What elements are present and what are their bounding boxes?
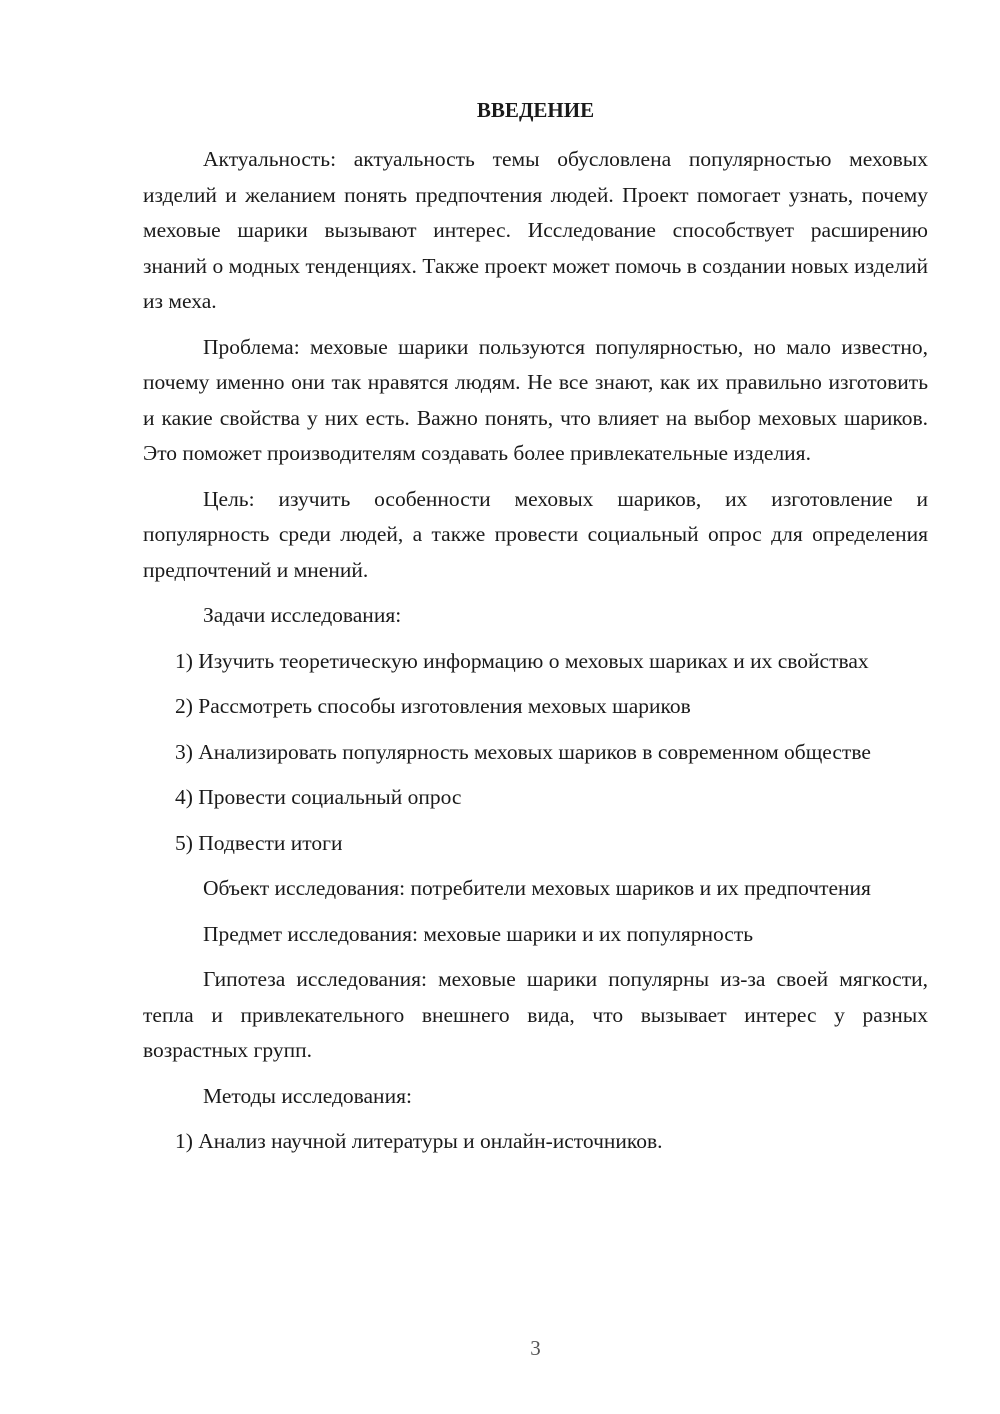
paragraph-subject: Предмет исследования: меховые шарики и их популярность [203, 921, 754, 946]
task-item: 5) Подвести итоги [175, 830, 343, 855]
paragraph-relevance: Актуальность: актуальность темы обусловлена популярностью меховых изделий и желанием понять предпочтения людей. Проект помогает узнать, почему меховые шарики вызывают интерес. Исследование способствует расширению знаний о модных тенденциях. Также проект может помочь в создании новых изделий из меха. [143, 147, 928, 313]
document-page [143, 0, 928, 1414]
task-item: 4) Провести социальный опрос [175, 785, 462, 809]
task-item: 2) Рассмотреть способы изготовления меховых шариков [175, 694, 691, 718]
method-item: 1) Анализ научной литературы и онлайн-источников. [175, 1129, 663, 1153]
task-item: 1) Изучить теоретическую информацию о меховых шариках и их свойствах [175, 648, 869, 673]
paragraph-object: Объект исследования: потребители меховых шариков и их предпочтения [203, 876, 871, 900]
section-title: ВВЕДЕНИЕ [476, 98, 595, 122]
page-number: 3 [530, 1336, 541, 1360]
paragraph-problem: Проблема: меховые шарики пользуются популярностью, но мало известно, почему именно они так нравятся людям. Не все знают, как их правильно изготовить и какие свойства у них есть. Важно понять, что влияет на выбор меховых шариков. Это поможет производителям создавать более привлекательные изделия. [143, 334, 928, 465]
tasks-heading: Задачи исследования: [203, 603, 402, 627]
paragraph-goal: Цель: изучить особенности меховых шариков, их изготовление и популярность среди людей, а также провести социальный опрос для определения предпочтений и мнений. [143, 486, 928, 582]
methods-heading: Методы исследования: [203, 1083, 412, 1108]
paragraph-hypothesis: Гипотеза исследования: меховые шарики популярны из-за своей мягкости, тепла и привлекательного внешнего вида, что вызывает интерес у разных возрастных групп. [143, 967, 928, 1062]
task-item: 3) Анализировать популярность меховых шариков в современном обществе [175, 739, 871, 764]
document-body [143, 142, 928, 1170]
